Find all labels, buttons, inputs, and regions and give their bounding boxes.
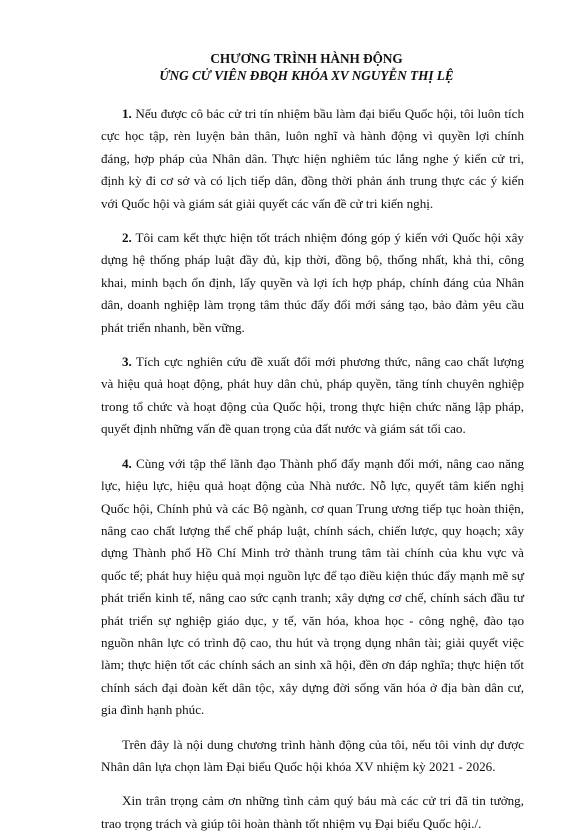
paragraph-number: 2. — [122, 230, 132, 246]
paragraph-3 — [101, 351, 524, 441]
paragraph-text: Trên đây là nội dung chương trình hành động của tôi, nếu tôi vinh dự được Nhân dân lựa chọn làm Đại biểu Quốc hội khóa XV nhiệm kỳ 2021 - 2026. — [101, 736, 524, 774]
paragraph-text: Cùng với tập thể lãnh đạo Thành phố đẩy mạnh đổi mới, nâng cao năng lực, hiệu lực, hiệu quả hoạt động của Nhà nước. Nỗ lực, quyết tâm kiến nghị Quốc hội, Chính phủ và các Bộ ngành, cơ quan Trung ương tiếp tục hoàn thiện, nâng cao chất lượng thể chế pháp luật, chính sách, chiến lược, quy hoạch; xây dựng Thành phố Hồ Chí Minh trở thành trung tâm tài chính của khu vực và quốc tế; phát huy hiệu quả mọi nguồn lực để tạo điều kiện thúc đẩy mạnh mẽ sự phát triển kinh tế, nâng cao sức cạnh tranh; xây dựng cơ chế, chính sách đầu tư phát triển sự nghiệp giáo dục, y tế, văn hóa, khoa học - công nghệ, đào tạo nguồn nhân lực có trình độ cao, thu hút và trọng dụng nhân tài; giải quyết việc làm; thực hiện tốt các chính sách an sinh xã hội, đền ơn đáp nghĩa; thực hiện tốt chính sách đại đoàn kết dân tộc, xây dựng đời sống văn hóa ở địa bàn dân cư, gia đình hạnh phúc. — [101, 455, 524, 718]
document-subtitle: ỨNG CỬ VIÊN ĐBQH KHÓA XV NGUYỄN THỊ LỆ — [159, 68, 454, 83]
document-title: CHƯƠNG TRÌNH HÀNH ĐỘNG — [210, 51, 403, 66]
paragraph-number: 1. — [122, 106, 132, 121]
paragraph-text: Tích cực nghiên cứu đề xuất đổi mới phương thức, nâng cao chất lượng và hiệu quả hoạt động, phát huy dân chủ, pháp quyền, tăng tính chuyên nghiệp trong tổ chức và hoạt động của Quốc hội, trong thực hiện chức năng lập pháp, quyết định những vấn đề quan trọng của đất nước và giám sát tối cao. — [101, 354, 524, 437]
paragraph-1 — [101, 103, 524, 215]
paragraph-number: 3. — [122, 354, 132, 370]
paragraph-4 — [101, 453, 524, 722]
paragraph-number: 4. — [122, 455, 132, 471]
paragraph-text: Tôi cam kết thực hiện tốt trách nhiệm đóng góp ý kiến với Quốc hội xây dựng hệ thống pháp luật đầy đủ, kịp thời, đồng bộ, thống nhất, khả thi, công khai, minh bạch ổn định, lấy quyền và lợi ích hợp pháp, chính đáng của Nhân dân, doanh nghiệp làm trọng tâm thúc đẩy đổi mới sáng tạo, bảo đảm yêu cầu phát triển nhanh, bền vững. — [101, 230, 524, 335]
paragraph-text: Nếu được cô bác cử tri tín nhiệm bầu làm đại biểu Quốc hội, tôi luôn tích cực học tập, rèn luyện bản thân, luôn nghĩ và hành động vì quyền lợi chính đáng, hợp pháp của Nhân dân. Thực hiện nghiêm túc lắng nghe ý kiến cử tri, định kỳ đi cơ sở và có lịch tiếp dân, đồng thời phản ánh trung thực các ý kiến với Quốc hội và giám sát giải quyết các vấn đề cử tri kiến nghị. — [101, 106, 524, 211]
paragraph-text: Xin trân trọng cảm ơn những tình cảm quý báu mà các cử tri đã tin tưởng, trao trọng trách và giúp tôi hoàn thành tốt nhiệm vụ Đại biểu Quốc hội./. — [101, 793, 524, 831]
closing-paragraph — [101, 734, 524, 779]
paragraph-2 — [101, 227, 524, 339]
thanks-paragraph — [101, 790, 524, 835]
document-body — [101, 103, 524, 835]
